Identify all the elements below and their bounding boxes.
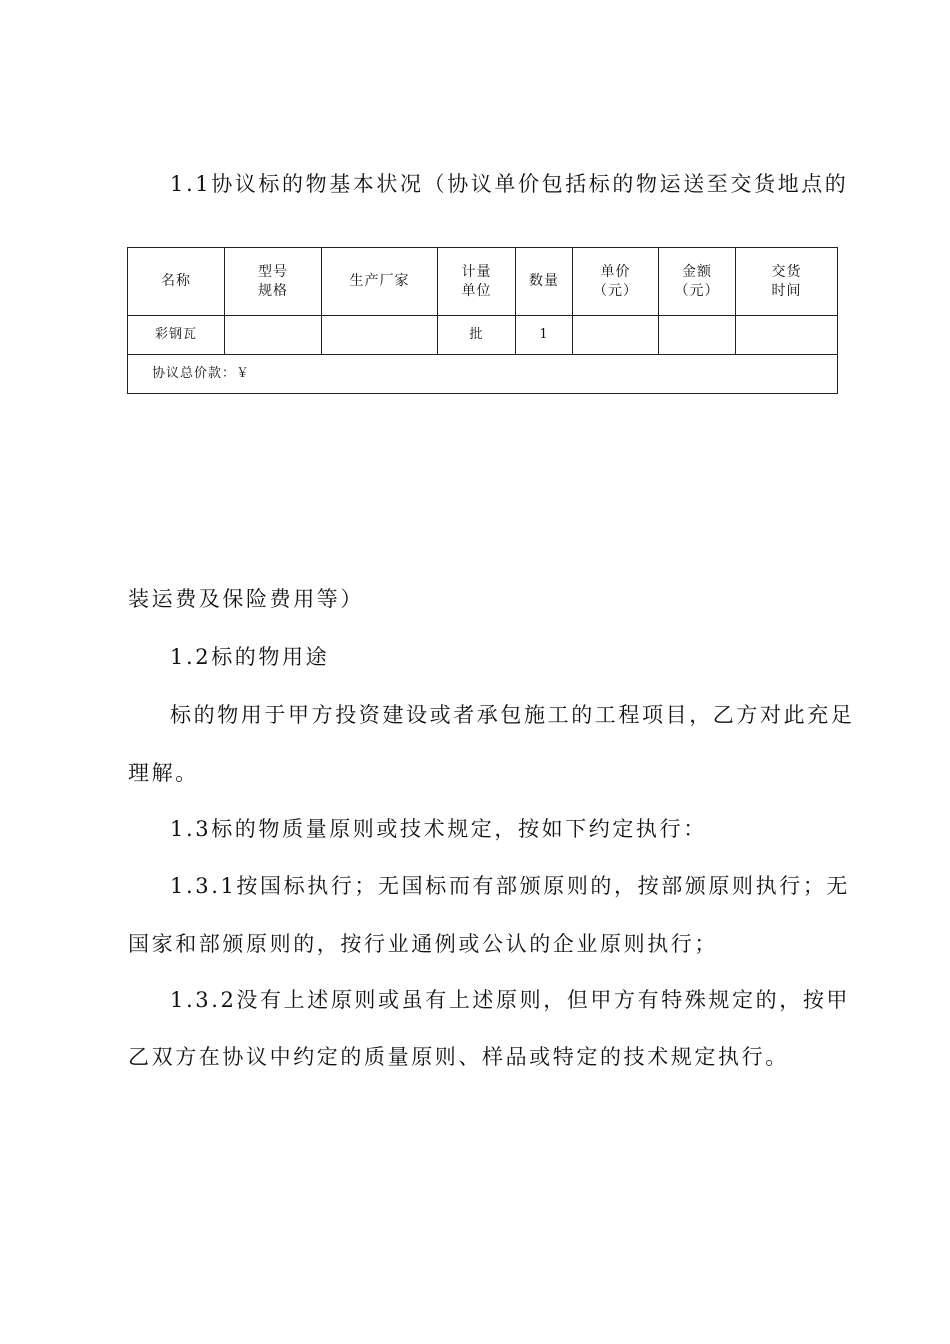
section-1-1-heading: 1.1协议标的物基本状况（协议单价包括标的物运送至交货地点的 xyxy=(170,172,849,196)
section-1-3-heading: 1.3标的物质量原则或技术规定，按如下约定执行： xyxy=(170,817,707,841)
cell-unit: 批 xyxy=(438,316,516,355)
table-header-row xyxy=(128,248,838,316)
cell-amount xyxy=(659,316,736,355)
header-delivery-time: 交货 时间 xyxy=(736,248,838,316)
header-unit: 计量 单位 xyxy=(438,248,516,316)
table-row xyxy=(128,316,838,355)
section-1-3-1-line-2: 国家和部颁原则的，按行业通例或公认的企业原则执行； xyxy=(128,932,718,956)
total-price-label: 协议总价款：￥ xyxy=(128,355,838,394)
usage-paragraph-line-1: 标的物用于甲方投资建设或者承包施工的工程项目，乙方对此充足 xyxy=(170,703,855,727)
section-1-3-2-line-1: 1.3.2没有上述原则或虽有上述原则，但甲方有特殊规定的，按甲 xyxy=(170,988,851,1012)
header-model-spec: 型号 规格 xyxy=(225,248,322,316)
section-1-3-1-line-1: 1.3.1按国标执行；无国标而有部颁原则的，按部颁原则执行；无 xyxy=(170,874,851,898)
cell-quantity: 1 xyxy=(516,316,573,355)
cell-delivery-time xyxy=(736,316,838,355)
goods-table xyxy=(127,247,838,394)
section-1-3-2-line-2: 乙双方在协议中约定的质量原则、样品或特定的技术规定执行。 xyxy=(128,1045,789,1069)
header-unit-price: 单价 （元） xyxy=(573,248,659,316)
cell-name: 彩钢瓦 xyxy=(128,316,225,355)
header-manufacturer: 生产厂家 xyxy=(322,248,438,316)
heading-continuation: 装运费及保险费用等） xyxy=(128,587,364,611)
cell-unit-price xyxy=(573,316,659,355)
section-1-2-heading: 1.2标的物用途 xyxy=(170,645,330,669)
usage-paragraph-line-2: 理解。 xyxy=(128,761,199,785)
cell-model-spec xyxy=(225,316,322,355)
header-quantity: 数量 xyxy=(516,248,573,316)
header-name: 名称 xyxy=(128,248,225,316)
table-total-row xyxy=(128,355,838,394)
header-amount: 金额 （元） xyxy=(659,248,736,316)
cell-manufacturer xyxy=(322,316,438,355)
